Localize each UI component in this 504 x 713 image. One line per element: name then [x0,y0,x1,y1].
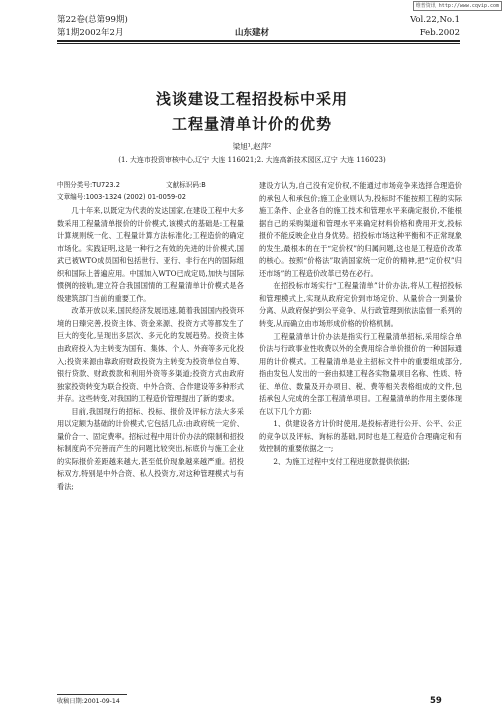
right-column [259,180,462,469]
right-paragraph-5: 2、为施工过程中支付工程进度款提供依据; [273,457,410,467]
document-code: 文献标识码:B [166,181,206,189]
right-paragraph-4: 1、供建设各方计价时使用,是投标者进行公开、公平、公正的竞争以及评标、询标的基础,同时也是工程造价合理确定和有效控制的重要依据之一; [259,419,462,454]
page-number: 59 [430,696,442,706]
footnote-rule [57,694,127,695]
right-paragraph-3: 工程量清单计价办法是指实行工程量清单招标,采用综合单价法与行政事业性收费以外的全费用综合单价报价的一种国际通用的计价模式。工程量清单是业主招标文件中的重要组成部分,指由发包人发出的一套由拟建工程各实物量项目名称、性质、特征、单位、数量及开办项目、税、费等相关表格组成的文件,包括承包人完成的全部工程清单项目。工程量清单的作用主要体现在以下几个方面: [259,331,462,416]
right-paragraph-1: 建设方认为,自己没有定价权,不能通过市场竞争来选择合理造价的承包人和承包价;施工企业则认为,投标时不能按照工程的实际施工条件、企业各自的施工技术和管理水平来确定报价,不能根据自己的采购渠道和管理水平来确定材料价格和费用开支,投标报价不能反映企业自身优势。招投标市场这种平衡和不正常现象的发生,最根本的在于“定价权”的归属问题,这也是工程造价改革的核心。按照“价格法”取消国家统一定价的精神,把“定价权”归还市场”的工程造价改革已势在必行。 [259,181,462,278]
left-column [57,205,244,494]
article-number: 文章编号:1003-1324 (2002) 01-0059-02 [57,193,186,201]
left-paragraph-1: 几十年来,以既定为代表的发达国家,在建设工程中大多数采用工程量清单报价的计价模式,该模式的基础是:工程量计算规则统一化、工程量计算方法标准化;工程造价的确定市场化。实践证明,这是一种行之有效的先进的计价模式,国武已被WTO成员国和包括世行、亚行、非行在内的国际组织和国际上普遍应用。中国加入WTO已成定局,加快与国际惯例的接轨,建立符合我国国情的工程量清单计价模式是各级建筑部门当前的重要工作。 [57,206,244,303]
received-date: 收稿日期:2001-09-14 [57,698,120,705]
volume-issue-en: Vol.22,No.1 [410,15,460,25]
watermark-stamp: 维普资讯 http://www.cqvip.com [413,1,502,11]
journal-name: 山东建材 [234,28,269,38]
author-affiliation: (1. 大连市投资审核中心,辽宁 大连 116021;2. 大连高新技术园区,辽宁 大连 116023) [118,156,386,164]
issue-date-cn: 第1期2002年2月 [57,28,124,38]
article-title-line1: 浅谈建设工程招投标中采用 [155,90,348,108]
header-rule-thin [57,43,460,44]
left-paragraph-3: 目前,我国现行的招标、投标、报价及评标方法大多采用以定额为基础的计价模式,它包括几点:由政府统一定价、量价合一、固定费率。招标过程中用计价办法的限制和招投标制度尚不完善而产生的问题比较突出,标底价与施工企业的实际报价差距越来越大,甚至低价现象越来越严重。招投标双方,特别是中外合资、私人投资方,对这种管理模式与有看法; [57,406,244,492]
clc-number: 中图分类号:TU723.2 [57,181,120,189]
article-authors: 梁旭¹,赵萍² [232,142,272,151]
article-title-line2: 工程量清单计价的优势 [171,115,332,133]
right-paragraph-2: 在招投标市场实行“工程量清单”计价办法,将从工程招投标和管理模式上,实现从政府定价到市场定价、从量价合一到量价分离、从政府保护到公平竞争、从行政管理到依法监督一系列的转变,从而确立由市场形成价格的价格机制。 [259,281,462,329]
left-paragraph-2: 改革开放以来,国民经济发展迅速,随着我国国内投资环境的日臻完善,投资主体、资金来源、投资方式等都发生了巨大的变化,呈现出多层次、多元化的发展趋势。投资主体由政府投入为主转变为国有、集体、个人、外商等多元化投入;投资来源由靠政府财政投资为主转变为投资单位自筹、银行贷款、财政拨款和利用外资等多渠道;投资方式由政府独家投资转变为联合投资、中外合资、合作建设等多种形式并存。这些转变,对我国的工程造价管理提出了新的要求。 [57,306,244,404]
volume-issue-cn: 第22卷(总第99期) [57,15,128,25]
issue-date-en: Feb.2002 [419,28,460,38]
header-rule-thick [57,40,460,42]
